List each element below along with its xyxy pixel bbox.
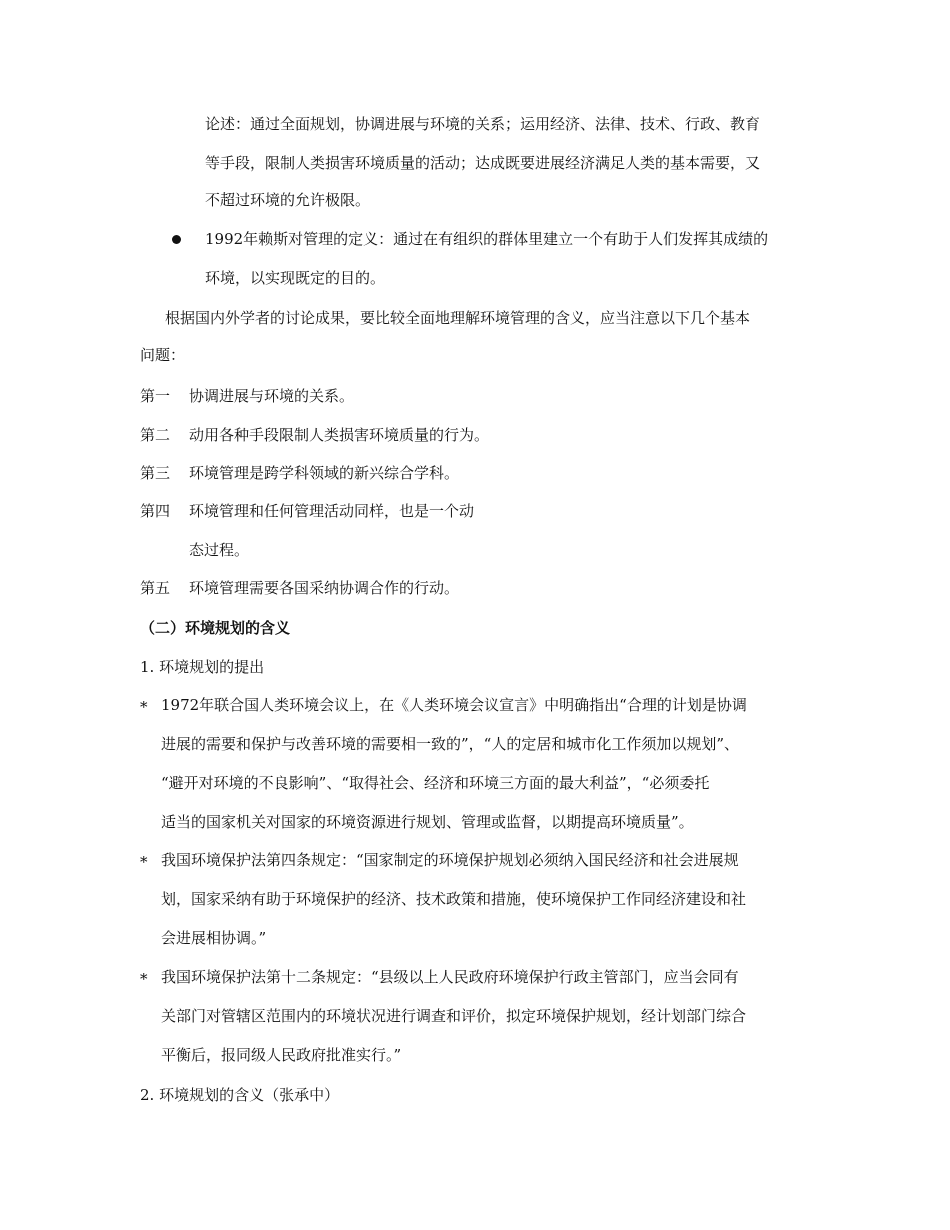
bullet-item-line: 环境，以实现既定的目的。: [205, 269, 386, 287]
star-paragraph-line: 我国环境保护法第四条规定：“国家制定的环境保护规划必须纳入国民经济和社会进展规: [161, 851, 739, 869]
bullet-icon: [172, 235, 181, 244]
paragraph-line: 根据国内外学者的讨论成果，要比较全面地理解环境管理的含义，应当注意以下几个基本: [165, 309, 751, 327]
star-paragraph-line: 划，国家采纳有助于环境保护的经济、技术政策和措施，使环境保护工作同经济建设和社: [161, 890, 747, 908]
star-paragraph-line: 适当的国家机关对国家的环境资源进行规划、管理或监督，以期提高环境质量”。: [161, 813, 694, 831]
item-label: 第二: [140, 426, 171, 444]
item-label: 第五: [140, 579, 171, 597]
definition-line: 不超过环境的允许极限。: [205, 191, 371, 209]
item-label: 第四: [140, 502, 171, 520]
star-paragraph-line: 我国环境保护法第十二条规定：“县级以上人民政府环境保护行政主管部门，应当会同有: [161, 968, 739, 986]
star-paragraph-line: 进展的需要和保护与改善环境的需要相一致的”，“人的定居和城市化工作须加以规划”、: [161, 735, 740, 753]
star-marker: *: [140, 970, 148, 988]
subheading: 2. 环境规划的含义（张承中）: [140, 1086, 340, 1104]
section-heading: （二）环境规划的含义: [140, 619, 291, 637]
star-paragraph-line: “避开对环境的不良影响”、“取得社会、经济和环境三方面的最大利益”，“必须委托: [161, 774, 710, 792]
paragraph-line: 问题：: [140, 346, 186, 364]
item-label: 第一: [140, 387, 171, 405]
item-text: 环境管理需要各国采纳协调合作的行动。: [189, 579, 460, 597]
star-marker: *: [140, 698, 148, 716]
definition-line: 论述：通过全面规划，协调进展与环境的关系；运用经济、法律、技术、行政、教育: [205, 115, 761, 133]
subheading: 1. 环境规划的提出: [140, 658, 265, 676]
star-paragraph-line: 1972年联合国人类环境会议上，在《人类环境会议宣言》中明确指出“合理的计划是协调: [161, 696, 747, 714]
item-text: 环境管理和任何管理活动同样，也是一个动: [189, 502, 475, 520]
item-text: 动用各种手段限制人类损害环境质量的行为。: [189, 426, 490, 444]
item-label: 第三: [140, 464, 171, 482]
definition-line: 等手段，限制人类损害环境质量的活动；达成既要进展经济满足人类的基本需要，又: [205, 154, 761, 172]
bullet-item-line: 1992年赖斯对管理的定义：通过在有组织的群体里建立一个有助于人们发挥其成绩的: [205, 230, 769, 248]
item-text-continuation: 态过程。: [189, 541, 250, 559]
star-marker: *: [140, 853, 148, 871]
item-text: 协调进展与环境的关系。: [189, 387, 355, 405]
star-paragraph-line: 关部门对管辖区范围内的环境状况进行调查和评价，拟定环境保护规划，经计划部门综合: [161, 1007, 747, 1025]
star-paragraph-line: 平衡后，报同级人民政府批准实行。”: [161, 1046, 402, 1064]
star-paragraph-line: 会进展相协调。”: [161, 929, 267, 947]
item-text: 环境管理是跨学科领域的新兴综合学科。: [189, 464, 460, 482]
